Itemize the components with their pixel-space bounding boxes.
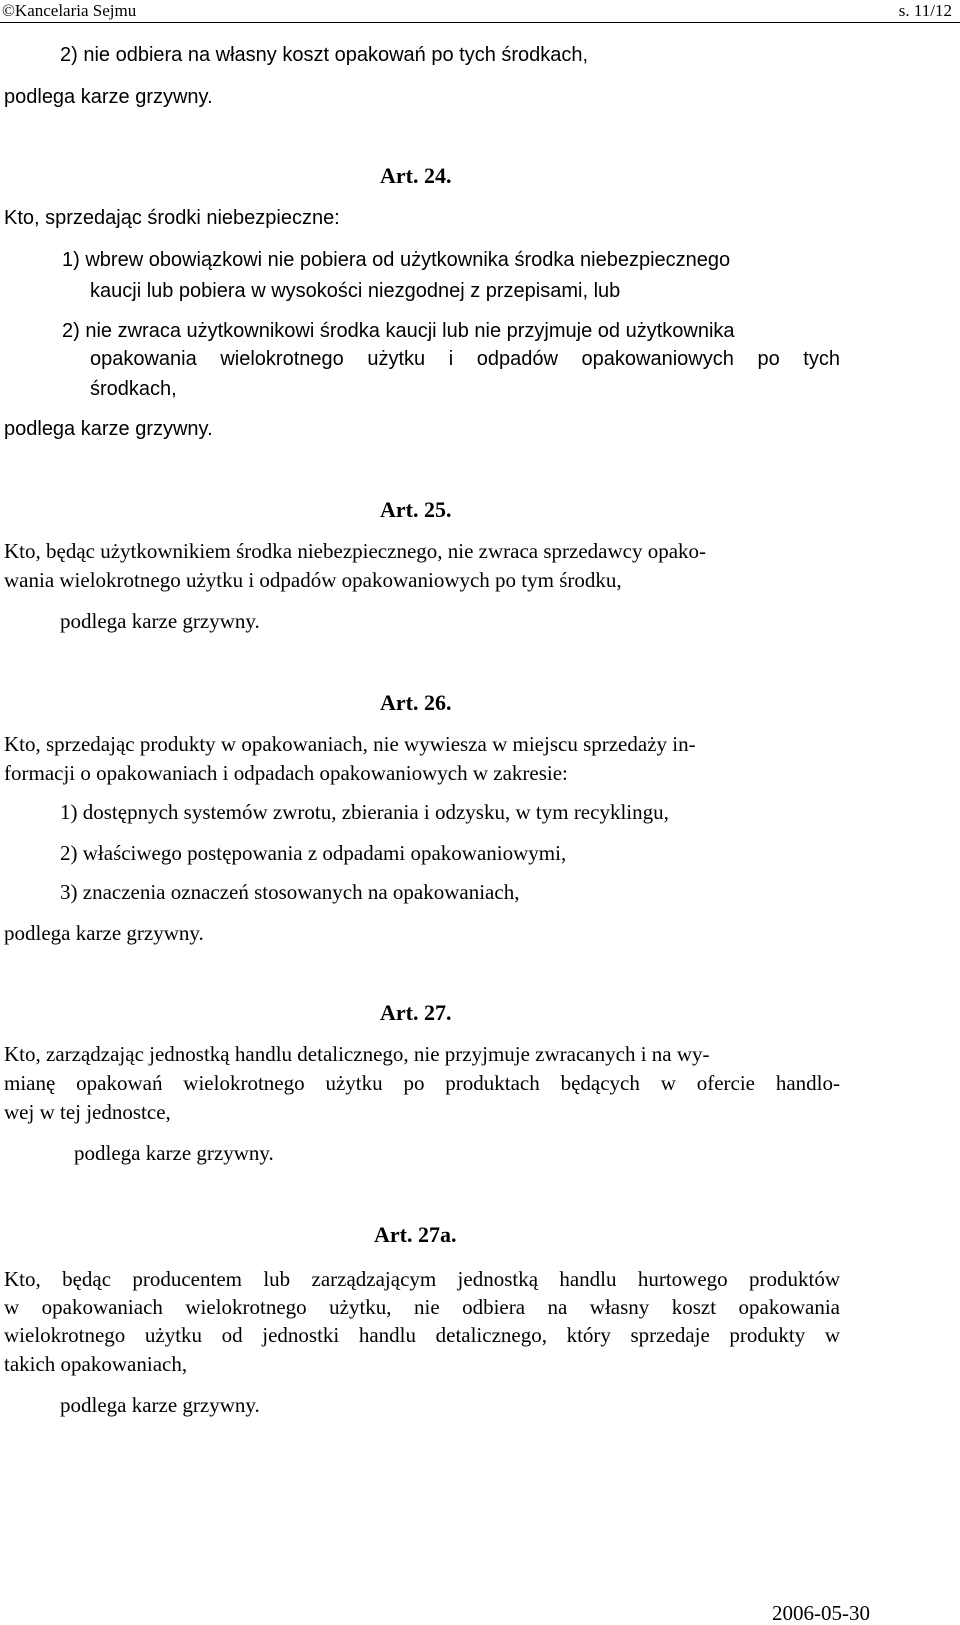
penalty-text: podlega karze grzywny. (60, 609, 260, 633)
penalty-text: podlega karze grzywny. (4, 86, 213, 108)
article-24-title: Art. 24. (380, 163, 452, 188)
article-26-item-3: 3) znaczenia oznaczeń stosowanych na opakowaniach, (60, 880, 520, 904)
page-number: s. 11/12 (898, 1, 952, 20)
article-27-line-1: Kto, zarządzając jednostką handlu detalicznego, nie przyjmuje zwracanych i na wy- (4, 1042, 710, 1066)
article-27-line-3: wej w tej jednostce, (4, 1100, 171, 1124)
article-24-item-2-line-1: 2) nie zwraca użytkownikowi środka kaucji lub nie przyjmuje od użytkownika (62, 320, 735, 342)
article-24-item-1-line-1: 1) wbrew obowiązkowi nie pobiera od użytkownika środka niebezpiecznego (62, 249, 731, 271)
article-27a-line-2: w opakowaniach wielokrotnego użytku, nie odbiera na własny koszt opakowania (4, 1295, 840, 1319)
page-header (0, 0, 960, 24)
article-24-item-2-line-2: opakowania wielokrotnego użytku i odpadów opakowaniowych po tych (90, 348, 840, 370)
article-25-title: Art. 25. (380, 497, 452, 522)
article-26-title: Art. 26. (380, 690, 452, 715)
article-27-line-2: mianę opakowań wielokrotnego użytku po produktach będących w ofercie handlo- (4, 1071, 840, 1095)
penalty-text: podlega karze grzywny. (4, 921, 204, 945)
article-26-item-2: 2) właściwego postępowania z odpadami opakowaniowymi, (60, 841, 567, 865)
item-2-continued: 2) nie odbiera na własny koszt opakowań po tych środkach, (60, 44, 589, 66)
article-26-line-1: Kto, sprzedając produkty w opakowaniach, nie wywiesza w miejscu sprzedaży in- (4, 732, 696, 756)
article-27-title: Art. 27. (380, 1000, 452, 1025)
penalty-text: podlega karze grzywny. (4, 418, 213, 440)
article-25-line-2: wania wielokrotnego użytku i odpadów opakowaniowych po tym środku, (4, 568, 622, 592)
article-25-line-1: Kto, będąc użytkownikiem środka niebezpiecznego, nie zwraca sprzedawcy opako- (4, 539, 707, 563)
article-27a-line-3: wielokrotnego użytku od jednostki handlu detalicznego, który sprzedaje produkty w (4, 1323, 840, 1347)
article-27a-line-4: takich opakowaniach, (4, 1352, 188, 1376)
article-26-line-2: formacji o opakowaniach i odpadach opakowaniowych w zakresie: (4, 761, 568, 785)
article-24-item-1-line-2: kaucji lub pobiera w wysokości niezgodnej z przepisami, lub (90, 280, 621, 302)
article-24-item-2-line-3: środkach, (90, 378, 177, 400)
article-27a-line-1: Kto, będąc producentem lub zarządzającym jednostką handlu hurtowego produktów (4, 1267, 840, 1291)
article-26-item-1: 1) dostępnych systemów zwrotu, zbierania i odzysku, w tym recyklingu, (60, 800, 669, 824)
article-24-intro: Kto, sprzedając środki niebezpieczne: (4, 207, 340, 229)
document-date: 2006-05-30 (772, 1601, 870, 1625)
copyright-label: ©Kancelaria Sejmu (2, 1, 137, 20)
article-27a-title: Art. 27a. (374, 1222, 457, 1247)
header-rule (0, 22, 960, 23)
penalty-text: podlega karze grzywny. (74, 1141, 274, 1165)
penalty-text: podlega karze grzywny. (60, 1393, 260, 1417)
